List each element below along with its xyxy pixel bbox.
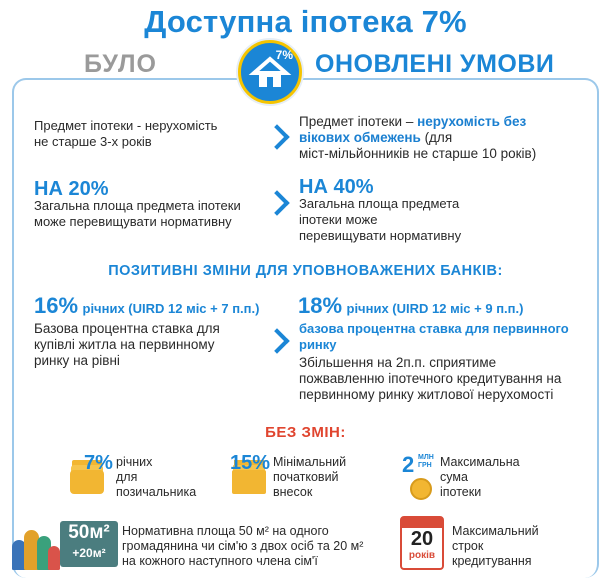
row3-after-rate: 18% річних (UIRD 12 міс + 9 п.п.) bbox=[298, 293, 524, 318]
family-icon bbox=[12, 526, 62, 570]
item-rate-value: 7% bbox=[84, 452, 113, 474]
logo-badge: 7% bbox=[275, 48, 293, 62]
row3-after-highlight: базова процентна ставка для первинного ринку bbox=[299, 321, 569, 352]
row1-after: Предмет іпотеки – нерухомість без вікових обмежень (для міст-мільйонників не старше 10 років) bbox=[299, 114, 537, 161]
calendar-icon: 20 років bbox=[400, 516, 444, 570]
header-before: БУЛО bbox=[84, 50, 157, 78]
area-badge: 50м² +20м² bbox=[60, 521, 118, 567]
item-max-sum-label: Максимальна сума іпотеки bbox=[440, 455, 520, 499]
money-bag-icon bbox=[410, 478, 432, 500]
item-max-sum-value: 2 МЛН ГРН bbox=[402, 452, 434, 477]
item-down-payment-label: Мінімальний початковий внесок bbox=[273, 455, 347, 499]
row3-before-rate: 16% річних (UIRD 12 міс + 7 п.п.) bbox=[34, 293, 260, 318]
positive-changes-title: ПОЗИТИВНІ ЗМІНИ ДЛЯ УПОВНОВАЖЕНИХ БАНКІВ: bbox=[108, 263, 503, 279]
house-logo-icon bbox=[238, 40, 302, 104]
row2-before-value: НА 20% bbox=[34, 178, 109, 200]
item-down-payment-value: 15% bbox=[230, 452, 271, 474]
row2-before: Загальна площа предмета іпотеки може перевищувати нормативну bbox=[34, 198, 241, 229]
row2-after: Загальна площа предмета іпотеки може перевищувати нормативну bbox=[299, 196, 462, 243]
row2-after-value: НА 40% bbox=[299, 176, 374, 198]
no-change-title: БЕЗ ЗМІН: bbox=[265, 424, 346, 441]
row1-before: Предмет іпотеки - нерухомість не старше 3-х років bbox=[34, 118, 218, 149]
header-after: ОНОВЛЕНІ УМОВИ bbox=[315, 50, 555, 78]
term-label: Максимальний строк кредитування bbox=[452, 524, 539, 568]
row3-before: Базова процентна ставка для купівлі житла на первинному ринку на рівні bbox=[34, 321, 220, 368]
item-rate-label: річних для позичальника bbox=[116, 455, 197, 499]
row3-after: Збільшення на 2п.п. сприятиме пожвавленню іпотечного кредитування на первинному ринку житлової нерухомості bbox=[299, 355, 562, 402]
page-title: Доступна іпотека 7% bbox=[144, 4, 467, 39]
area-description: Нормативна площа 50 м² на одного громадянина чи сім'ю з двох осіб та 20 м² на кожного наступного члена сім'ї bbox=[122, 524, 364, 568]
